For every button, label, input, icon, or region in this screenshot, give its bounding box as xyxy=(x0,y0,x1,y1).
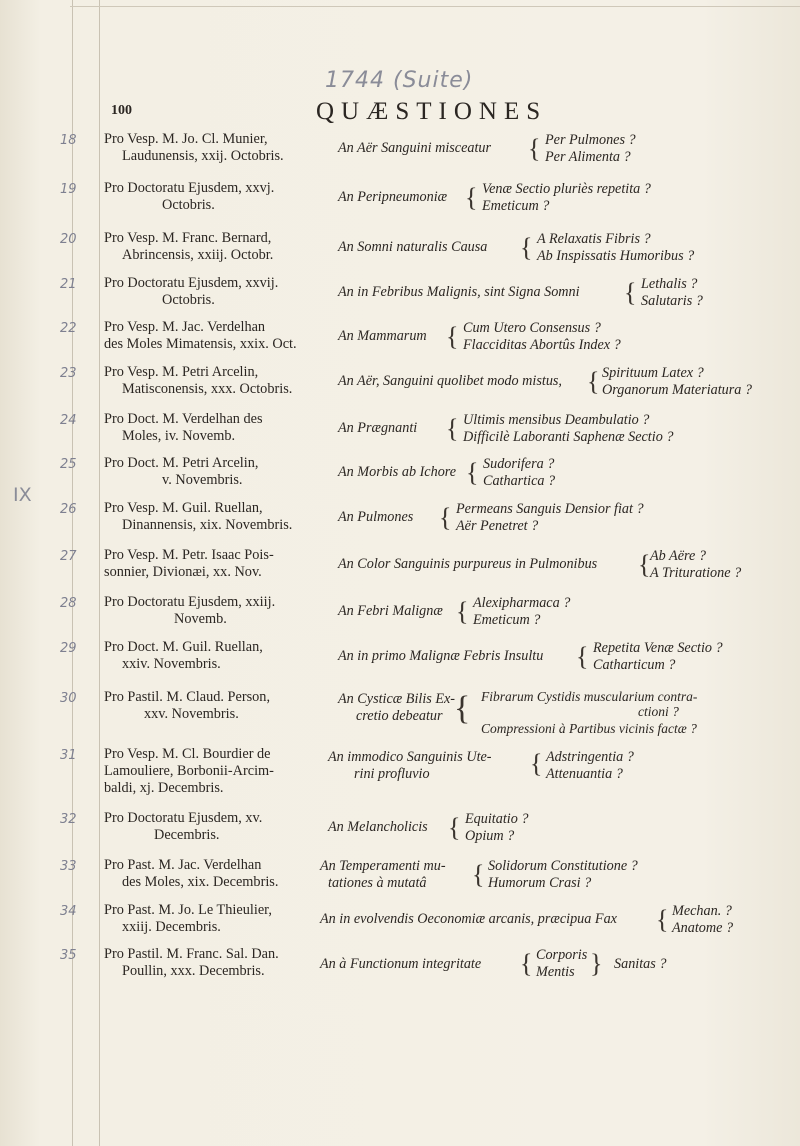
entry-candidate xyxy=(104,746,322,797)
candidate-line: xxiv. Novembris. xyxy=(122,656,221,672)
candidate-line: xxiij. Decembris. xyxy=(122,919,221,935)
brace: { xyxy=(530,749,543,778)
candidate-line: Poullin, xxx. Decembris. xyxy=(122,963,265,979)
question-stem: An Prægnanti xyxy=(338,420,418,436)
question-stem: An Somni naturalis Causa xyxy=(338,239,488,255)
question-option: Adstringentia ? xyxy=(546,749,634,765)
page-number: 100 xyxy=(111,103,132,118)
question-option: Corporis xyxy=(536,947,588,963)
question-stem: An Melancholicis xyxy=(328,819,428,835)
entry-number: 23 xyxy=(60,366,77,381)
brace: { xyxy=(520,233,533,262)
candidate-line: Pro Vesp. M. Franc. Bernard, xyxy=(104,230,272,246)
candidate-line: Pro Doct. M. Verdelhan des xyxy=(104,411,263,427)
entry-number: 19 xyxy=(60,182,77,197)
entry-number: 35 xyxy=(60,948,77,963)
entry-number: 30 xyxy=(60,691,77,706)
brace: { xyxy=(528,134,541,163)
entry-number: 20 xyxy=(60,232,77,247)
brace: { xyxy=(656,905,669,934)
entry-candidate xyxy=(104,639,322,673)
candidate-line: Pro Vesp. M. Jac. Verdelhan xyxy=(104,319,266,335)
candidate-line: Pro Pastil. M. Claud. Person, xyxy=(104,689,271,705)
candidate-line: Novemb. xyxy=(174,611,227,627)
entry-number: 25 xyxy=(60,457,77,472)
candidate-line: Pro Doctoratu Ejusdem, xxiij. xyxy=(104,594,276,610)
brace: } xyxy=(590,949,603,978)
candidate-line: des Moles, xix. Decembris. xyxy=(122,874,279,890)
question-option: Lethalis ? xyxy=(641,276,698,292)
candidate-line: xxv. Novembris. xyxy=(144,706,239,722)
entry-candidate xyxy=(104,689,322,723)
question-option: Aër Penetret ? xyxy=(456,518,539,534)
candidate-line: Pro Doctoratu Ejusdem, xxvj. xyxy=(104,180,275,196)
question-stem: An à Functionum integritate xyxy=(320,956,482,972)
brace: { xyxy=(520,949,533,978)
candidate-line: des Moles Mimatensis, xxix. Oct. xyxy=(104,336,297,352)
brace: { xyxy=(446,414,459,443)
brace: { xyxy=(466,458,479,487)
entry-candidate xyxy=(104,594,322,628)
question-option: Catharticum ? xyxy=(593,657,676,673)
candidate-line: Pro Vesp. M. Petr. Isaac Pois- xyxy=(104,547,274,563)
question-option: Mentis xyxy=(536,964,575,980)
candidate-line: Octobris. xyxy=(162,292,215,308)
candidate-line: Octobris. xyxy=(162,197,215,213)
candidate-line: Laudunensis, xxij. Octobris. xyxy=(122,148,284,164)
brace: { xyxy=(456,597,469,626)
question-option: Sudorifera ? xyxy=(483,456,555,472)
question-stem: An Mammarum xyxy=(338,328,427,344)
question-option: Flacciditas Abortûs Index ? xyxy=(463,337,621,353)
entry-candidate xyxy=(104,131,322,165)
question-option: Ab Aëre ? xyxy=(650,548,706,564)
entry-candidate xyxy=(104,230,322,264)
question-option: Spirituum Latex ? xyxy=(602,365,704,381)
entry-number: 27 xyxy=(60,549,77,564)
question-option: Fibrarum Cystidis muscularium contra- xyxy=(481,689,698,704)
brace: { xyxy=(454,690,471,727)
candidate-line: Moles, iv. Novemb. xyxy=(122,428,236,444)
question-stem: rini profluvio xyxy=(354,766,430,782)
entry-number: 26 xyxy=(60,502,77,517)
entry-candidate xyxy=(104,810,322,844)
candidate-line: baldi, xj. Decembris. xyxy=(104,780,224,796)
question-stem: An Aër Sanguini misceatur xyxy=(338,140,492,156)
question-stem: An Cysticæ Bilis Ex- xyxy=(338,691,456,707)
brace: { xyxy=(472,860,485,889)
question-option: Repetita Venæ Sectio ? xyxy=(593,640,723,656)
question-stem: An Pulmones xyxy=(338,509,414,525)
question-option: Emeticum ? xyxy=(473,612,541,628)
question-stem: An Peripneumoniæ xyxy=(338,189,448,205)
question-option: Per Alimenta ? xyxy=(545,149,631,165)
question-stem: An Color Sanguinis purpureus in Pulmonibus xyxy=(338,556,598,572)
question-stem: An Temperamenti mu- xyxy=(320,858,446,874)
candidate-line: Pro Doctoratu Ejusdem, xv. xyxy=(104,810,263,826)
question-option: Venæ Sectio pluriès repetita ? xyxy=(482,181,651,197)
brace: { xyxy=(446,322,459,351)
question-stem: tationes à mutatâ xyxy=(328,875,427,891)
top-rule xyxy=(70,6,800,7)
question-option: Equitatio ? xyxy=(465,811,529,827)
entry-candidate xyxy=(104,364,322,398)
question-option: A Trituratione ? xyxy=(650,565,742,581)
candidate-line: sonnier, Divionæi, xx. Nov. xyxy=(104,564,262,580)
question-option: Ab Inspissatis Humoribus ? xyxy=(537,248,695,264)
question-stem: An in primo Malignæ Febris Insultu xyxy=(338,648,544,664)
entry-candidate xyxy=(104,180,322,214)
brace: { xyxy=(638,550,651,579)
question-option: Cum Utero Consensus ? xyxy=(463,320,601,336)
question-option: Attenuantia ? xyxy=(546,766,623,782)
entry-candidate xyxy=(104,455,322,489)
entry-candidate xyxy=(104,319,322,353)
brace: { xyxy=(576,642,589,671)
question-stem: cretio debeatur xyxy=(356,708,443,724)
question-stem: An Aër, Sanguini quolibet modo mistus, xyxy=(338,373,562,389)
question-option: Difficilè Laboranti Saphenæ Sectio ? xyxy=(463,429,674,445)
brace: { xyxy=(465,183,478,212)
question-option: A Relaxatis Fibris ? xyxy=(537,231,651,247)
entry-number: 22 xyxy=(60,321,77,336)
question-option: Permeans Sanguis Densior fiat ? xyxy=(456,501,644,517)
brace: { xyxy=(624,278,637,307)
candidate-line: Pro Vesp. M. Jo. Cl. Munier, xyxy=(104,131,268,147)
question-option: Opium ? xyxy=(465,828,515,844)
candidate-line: Pro Vesp. M. Petri Arcelin, xyxy=(104,364,259,380)
entry-number: 24 xyxy=(60,413,77,428)
candidate-line: v. Novembris. xyxy=(162,472,243,488)
entry-number: 32 xyxy=(60,812,77,827)
question-option: Emeticum ? xyxy=(482,198,550,214)
question-stem: An Morbis ab Ichore xyxy=(338,464,457,480)
question-option: Per Pulmones ? xyxy=(545,132,636,148)
candidate-line: Lamouliere, Borbonii-Arcim- xyxy=(104,763,274,779)
margin-rule xyxy=(99,0,100,1146)
question-option: Alexipharmaca ? xyxy=(473,595,571,611)
entry-number: 28 xyxy=(60,596,77,611)
candidate-line: Pro Vesp. M. Guil. Ruellan, xyxy=(104,500,263,516)
question-option: Ultimis mensibus Deambulatio ? xyxy=(463,412,650,428)
candidate-line: Pro Doct. M. Petri Arcelin, xyxy=(104,455,259,471)
margin-rule xyxy=(72,0,73,1146)
question-option: Mechan. ? xyxy=(672,903,732,919)
entry-candidate xyxy=(104,946,322,980)
entry-candidate xyxy=(104,902,322,936)
question-option: Organorum Materiatura ? xyxy=(602,382,753,398)
page-title: QUÆSTIONES xyxy=(316,98,548,125)
question-stem: An immodico Sanguinis Ute- xyxy=(328,749,492,765)
question-option: Cathartica ? xyxy=(483,473,556,489)
candidate-line: Abrincensis, xxiij. Octobr. xyxy=(122,247,274,263)
entry-candidate xyxy=(104,275,322,309)
question-stem: An in Febribus Malignis, sint Signa Somni xyxy=(338,284,580,300)
handwritten-margin-note: IX xyxy=(13,484,32,506)
entry-number: 29 xyxy=(60,641,77,656)
brace: { xyxy=(439,503,452,532)
handwritten-header: 1744 (Suite) xyxy=(325,68,474,93)
question-option: Solidorum Constitutione ? xyxy=(488,858,638,874)
entry-candidate xyxy=(104,411,322,445)
candidate-line: Pro Vesp. M. Cl. Bourdier de xyxy=(104,746,271,762)
question-conclusion: Sanitas ? xyxy=(614,956,667,972)
candidate-line: Pro Past. M. Jo. Le Thieulier, xyxy=(104,902,272,918)
question-stem: An in evolvendis Oeconomiæ arcanis, præcipua Fax xyxy=(320,911,617,927)
candidate-line: Pro Pastil. M. Franc. Sal. Dan. xyxy=(104,946,279,962)
entry-number: 18 xyxy=(60,133,77,148)
candidate-line: Dinannensis, xix. Novembris. xyxy=(122,517,293,533)
candidate-line: Decembris. xyxy=(154,827,220,843)
entry-number: 31 xyxy=(60,748,77,763)
candidate-line: Pro Past. M. Jac. Verdelhan xyxy=(104,857,262,873)
candidate-line: Pro Doct. M. Guil. Ruellan, xyxy=(104,639,263,655)
entry-candidate xyxy=(104,500,322,534)
question-option: Anatome ? xyxy=(672,920,734,936)
candidate-line: Matisconensis, xxx. Octobris. xyxy=(122,381,293,397)
entry-number: 34 xyxy=(60,904,77,919)
entry-candidate xyxy=(104,857,322,891)
entry-candidate xyxy=(104,547,322,581)
brace: { xyxy=(587,367,600,396)
entry-number: 21 xyxy=(60,277,77,292)
question-option: Salutaris ? xyxy=(641,293,703,309)
question-option: Compressioni à Partibus vicinis factæ ? xyxy=(481,721,697,736)
candidate-line: Pro Doctoratu Ejusdem, xxvij. xyxy=(104,275,279,291)
question-option: Humorum Crasi ? xyxy=(488,875,592,891)
question-option: ctioni ? xyxy=(638,704,679,719)
entry-number: 33 xyxy=(60,859,77,874)
question-stem: An Febri Malignæ xyxy=(338,603,443,619)
brace: { xyxy=(448,813,461,842)
